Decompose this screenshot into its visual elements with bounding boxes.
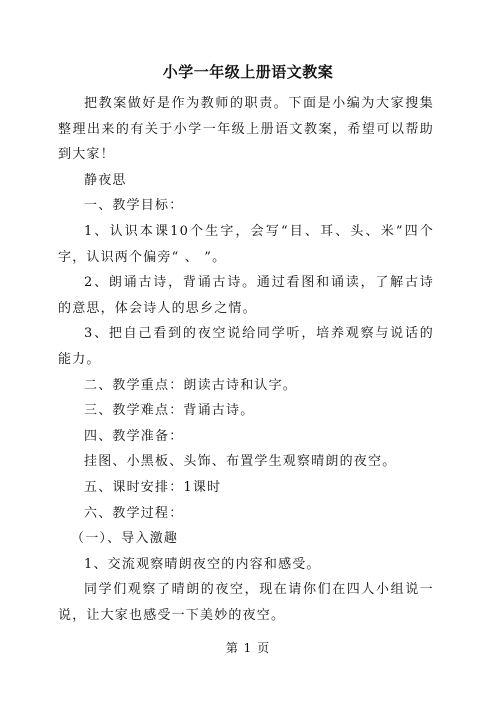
- document-title: 小学一年级上册语文教案: [162, 63, 334, 81]
- section-heading-process: 六、教学过程：: [84, 505, 184, 521]
- objective-item-3: 3、把自己看到的夜空说给同学听，培养观察与说话的能力。: [58, 326, 434, 367]
- process-step-1: 1、交流观察晴朗夜空的内容和感受。: [84, 556, 321, 572]
- section-heading-key-points: 二、教学重点：朗读古诗和认字。: [84, 377, 298, 393]
- lesson-title: 静夜思: [84, 172, 127, 188]
- objective-item-2: 2、朗诵古诗，背诵古诗。通过看图和诵读，了解古诗的意思，体会诗人的思乡之情。: [58, 275, 434, 316]
- section-heading-preparation: 四、教学准备：: [84, 428, 184, 444]
- process-step-1-detail: 同学们观察了晴朗的夜空，现在请你们在四人小组说一说，让大家也感受一下美妙的夜空。: [58, 582, 434, 623]
- objective-item-1: 1、认识本课10个生字，会写“目、耳、头、米”四个字，认识两个偏旁“ 、 ”。: [58, 223, 434, 265]
- preparation-content: 挂图、小黑板、头饰、布置学生观察晴朗的夜空。: [84, 454, 397, 470]
- document-body: [58, 91, 434, 628]
- subsection-heading-intro: （一）、导入激趣: [71, 531, 179, 547]
- page-number: 第 1 页: [225, 641, 271, 655]
- section-heading-difficulties: 三、教学难点：背诵古诗。: [84, 403, 255, 419]
- section-heading-schedule: 五、课时安排：1课时: [84, 479, 222, 495]
- intro-paragraph: 把教案做好是作为教师的职责。下面是小编为大家搜集整理出来的有关于小学一年级上册语文教案，希望可以帮助到大家！: [58, 96, 434, 163]
- section-heading-objectives: 一、教学目标：: [84, 198, 184, 214]
